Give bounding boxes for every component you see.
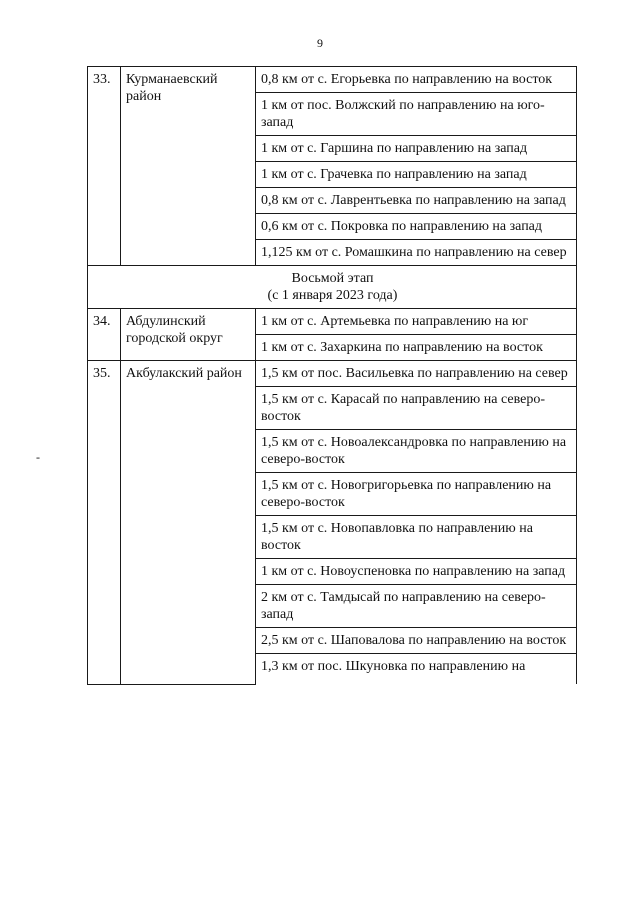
district-name: Абдулинский городской округ	[121, 309, 256, 361]
row-number: 35.	[88, 361, 121, 685]
table-row	[88, 361, 577, 387]
location-cell: 1 км от с. Новоуспеновка по направлению на запад	[256, 559, 577, 585]
row-number: 34.	[88, 309, 121, 361]
location-cell: 1 км от с. Артемьевка по направлению на юг	[256, 309, 577, 335]
district-name: Акбулакский район	[121, 361, 256, 685]
stage-header	[88, 266, 577, 309]
locations-table	[87, 66, 577, 685]
district-name: Курманаевский район	[121, 67, 256, 266]
location-cell: 1,5 км от пос. Васильевка по направлению на север	[256, 361, 577, 387]
location-cell: 1,5 км от с. Новоалександровка по направлению на северо-восток	[256, 430, 577, 473]
location-cell: 1,5 км от с. Новопавловка по направлению на восток	[256, 516, 577, 559]
location-cell: 1,3 км от пос. Шкуновка по направлению на	[256, 654, 577, 685]
location-cell: 1 км от с. Грачевка по направлению на запад	[256, 162, 577, 188]
location-cell: 1 км от с. Захаркина по направлению на восток	[256, 335, 577, 361]
table-row	[88, 67, 577, 93]
location-cell: 0,8 км от с. Егорьевка по направлению на восток	[256, 67, 577, 93]
location-cell: 0,8 км от с. Лаврентьевка по направлению на запад	[256, 188, 577, 214]
page-number: 9	[317, 36, 323, 50]
stage-subtitle: (с 1 января 2023 года)	[267, 288, 398, 303]
location-cell: 2 км от с. Тамдысай по направлению на северо-запад	[256, 585, 577, 628]
location-cell: 0,6 км от с. Покровка по направлению на запад	[256, 214, 577, 240]
location-cell: 1,5 км от с. Новогригорьевка по направлению на северо-восток	[256, 473, 577, 516]
row-number: 33.	[88, 67, 121, 266]
location-cell: 1,5 км от с. Карасай по направлению на северо-восток	[256, 387, 577, 430]
location-cell: 1,125 км от с. Ромашкина по направлению на север	[256, 240, 577, 266]
stage-title: Восьмой этап	[291, 271, 374, 286]
stray-mark: -	[36, 450, 40, 464]
location-cell: 1 км от пос. Волжский по направлению на юго-запад	[256, 93, 577, 136]
location-cell: 1 км от с. Гаршина по направлению на запад	[256, 136, 577, 162]
table-row	[88, 309, 577, 335]
stage-row	[88, 266, 577, 309]
location-cell: 2,5 км от с. Шаповалова по направлению на восток	[256, 628, 577, 654]
